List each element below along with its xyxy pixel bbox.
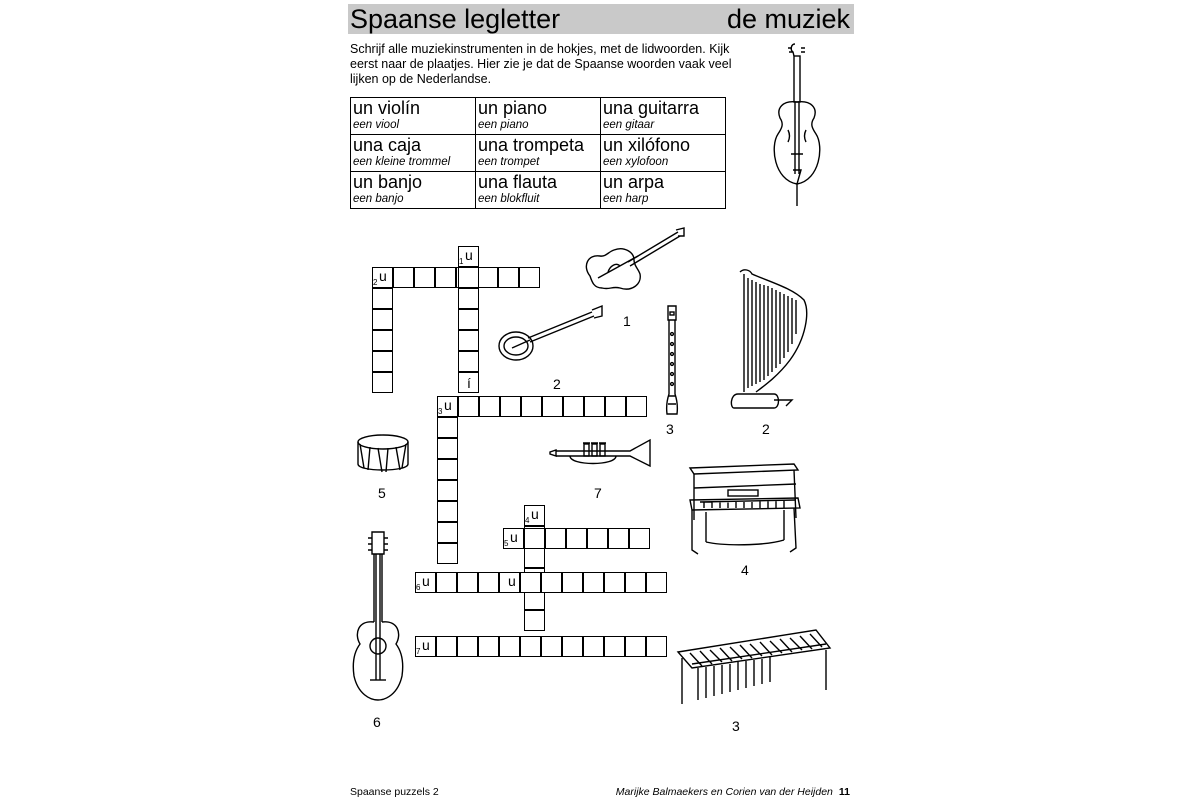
clue-number: 2 [373,278,378,287]
prefilled-letter: u [444,397,452,413]
crossword-cell[interactable] [605,396,626,417]
crossword-cell[interactable] [545,528,566,549]
crossword-cell[interactable] [626,396,647,417]
crossword-cell[interactable] [414,267,435,288]
prefilled-letter: u [508,573,516,589]
crossword-cell[interactable] [479,396,500,417]
prefilled-letter: u [422,637,430,653]
crossword-cell[interactable] [478,572,499,593]
vocab-row [351,172,726,209]
crossword-cell[interactable] [372,309,393,330]
vocab-cell [601,172,726,209]
crossword-cell[interactable] [436,636,457,657]
crossword-cell[interactable] [437,459,458,480]
prefilled-letter: í [467,375,471,391]
vocabulary-table [350,97,726,209]
recorder-picture [664,304,680,416]
dutch-word: een gitaar [603,119,655,131]
crossword-cell[interactable] [604,572,625,593]
crossword-cell[interactable] [524,528,545,549]
vocab-cell [476,172,601,209]
crossword-cell[interactable] [583,572,604,593]
crossword-cell[interactable] [520,572,541,593]
page-number: 11 [838,786,850,798]
dutch-word: een blokfluit [478,193,540,205]
prefilled-letter: u [465,247,473,263]
banjo-picture [496,304,604,364]
dutch-word: een banjo [353,193,404,205]
clue-number: 4 [525,516,530,525]
crossword-cell[interactable] [583,636,604,657]
crossword-cell[interactable] [458,309,479,330]
page-subtitle: de muziek [726,4,850,34]
footer-series: Spaanse puzzels 2 [350,786,439,798]
dutch-word: een piano [478,119,529,131]
vocab-cell [476,98,601,135]
crossword-cell[interactable] [646,636,667,657]
crossword-cell[interactable] [562,636,583,657]
crossword-cell[interactable] [584,396,605,417]
title-bar [348,4,854,34]
spanish-word: una guitarra [603,98,700,118]
crossword-cell[interactable] [372,330,393,351]
worksheet-page [348,0,854,800]
crossword-cell[interactable] [625,572,646,593]
crossword-cell[interactable] [542,396,563,417]
drum-number: 5 [378,485,386,501]
dutch-word: een trompet [478,156,540,168]
guitar-picture [348,530,408,704]
spanish-word: un arpa [603,172,665,192]
crossword-cell[interactable] [587,528,608,549]
crossword-cell[interactable] [498,267,519,288]
spanish-word: un piano [478,98,548,118]
trumpet-number: 7 [594,485,602,501]
footer-authors: Marijke Balmaekers en Corien van der Heijden [615,786,833,798]
prefilled-letter: u [379,268,387,284]
spanish-word: una trompeta [478,135,585,155]
crossword-cell[interactable] [500,396,521,417]
spanish-word: un violín [353,98,421,118]
clue-number: 5 [504,539,509,548]
crossword-cell[interactable] [458,330,479,351]
crossword-cell[interactable] [478,636,499,657]
vocab-cell [351,135,476,172]
prefilled-letter: u [531,506,539,522]
piano-number: 4 [741,562,749,578]
clue-number: 7 [416,647,421,656]
crossword-cell[interactable] [566,528,587,549]
crossword-cell[interactable] [519,267,540,288]
crossword-cell[interactable] [437,438,458,459]
spanish-word: una flauta [478,172,558,192]
footer-credits [616,786,850,798]
vocab-cell [351,172,476,209]
crossword-cell[interactable] [646,572,667,593]
clue-number: 1 [459,257,464,266]
xylophone-number: 3 [732,718,740,734]
crossword-cell[interactable] [541,572,562,593]
crossword-cell[interactable] [562,572,583,593]
dutch-word: een viool [353,119,400,131]
crossword-cell[interactable] [524,547,545,568]
crossword-cell[interactable] [435,267,456,288]
crossword-cell[interactable] [437,501,458,522]
vocab-cell [476,135,601,172]
crossword-cell[interactable] [629,528,650,549]
crossword-cell[interactable] [524,610,545,631]
harp-picture [730,268,814,414]
vocab-row [351,135,726,172]
trumpet-picture [546,436,656,470]
crossword-cell[interactable] [458,288,479,309]
spanish-word: un banjo [353,172,423,192]
dutch-word: een harp [603,193,649,205]
vocab-cell [601,135,726,172]
xylophone-picture [676,624,832,712]
crossword-cell[interactable] [437,543,458,564]
crossword-cell[interactable] [563,396,584,417]
crossword-cell[interactable] [436,572,457,593]
crossword-cell[interactable] [541,636,562,657]
crossword-cell[interactable] [393,267,414,288]
crossword-cell[interactable] [372,351,393,372]
instructions: Schrijf alle muziekinstrumenten in de hokjes, met de lidwoorden. Kijk eerst naar de plaatjes. Hier zie je dat de Spaanse woorden vaak veel lijken op de Nederlandse. [350,42,732,86]
prefilled-letter: u [422,573,430,589]
clue-number: 3 [438,407,443,416]
recorder-number: 3 [666,421,674,437]
drum-picture [354,432,412,478]
crossword-cell[interactable] [521,396,542,417]
crossword-cell[interactable] [458,396,479,417]
crossword-cell[interactable] [457,636,478,657]
crossword-cell[interactable] [437,480,458,501]
crossword-cell[interactable] [372,372,393,393]
violin-picture [578,226,688,296]
clue-number: 6 [416,583,421,592]
crossword-cell[interactable] [372,288,393,309]
crossword-cell[interactable] [520,636,541,657]
crossword-cell[interactable] [458,267,479,288]
spanish-word: un xilófono [603,135,691,155]
prefilled-letter: u [510,529,518,545]
piano-picture [684,460,804,558]
banjo-number: 2 [553,376,561,392]
crossword-cell[interactable] [458,351,479,372]
crossword-cell[interactable] [499,636,520,657]
vocab-row [351,98,726,135]
crossword-cell[interactable] [457,572,478,593]
dutch-word: een kleine trommel [353,156,451,168]
crossword-cell[interactable] [625,636,646,657]
crossword-cell[interactable] [437,417,458,438]
violin-number: 1 [623,313,631,329]
spanish-word: una caja [353,135,422,155]
crossword-cell[interactable] [477,267,498,288]
crossword-cell[interactable] [437,522,458,543]
vocab-cell [351,98,476,135]
page-title: Spaanse legletter [350,4,561,34]
cello-picture [768,42,828,210]
vocab-cell [601,98,726,135]
guitar-number: 6 [373,714,381,730]
harp-number: 2 [762,421,770,437]
crossword-cell[interactable] [608,528,629,549]
crossword-cell[interactable] [604,636,625,657]
dutch-word: een xylofoon [603,156,669,168]
